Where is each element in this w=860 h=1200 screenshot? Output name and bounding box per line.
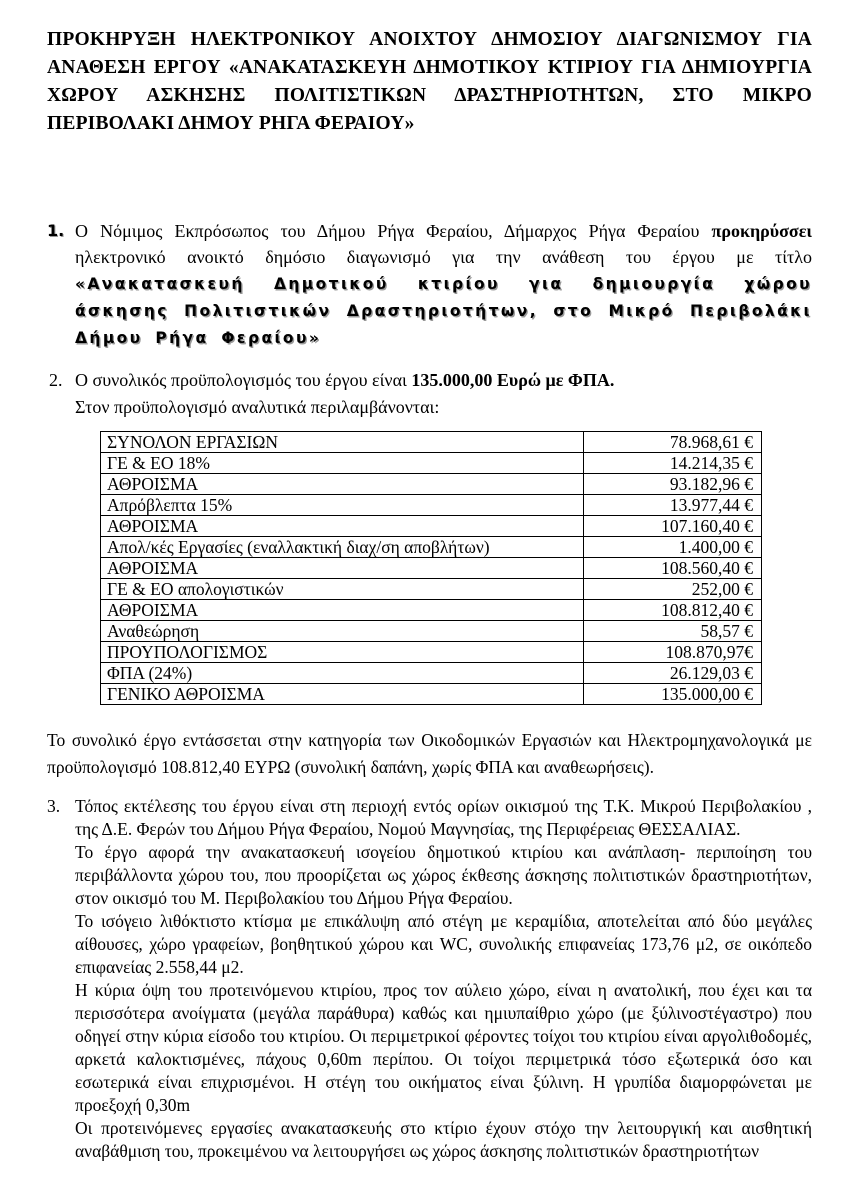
budget-row-amount: 78.968,61 € <box>584 432 762 453</box>
budget-row-label: ΓΕ & ΕΟ 18% <box>101 453 584 474</box>
item-2-text <box>75 367 812 421</box>
table-row <box>101 432 762 453</box>
item-2-line1-lead: Ο συνολικός προϋπολογισμός του έργου είναι <box>75 370 412 390</box>
numbered-item-3 <box>47 795 812 1163</box>
budget-row-label: Απολ/κές Εργασίες (εναλλακτική διαχ/ση αποβλήτων) <box>101 537 584 558</box>
budget-table-body <box>101 432 762 705</box>
table-row <box>101 558 762 579</box>
table-row <box>101 600 762 621</box>
item-1-text <box>75 218 812 351</box>
budget-table <box>100 431 762 705</box>
budget-row-amount: 1.400,00 € <box>584 537 762 558</box>
after-table-paragraph: Το συνολικό έργο εντάσσεται στην κατηγορία των Οικοδομικών Εργασιών και Ηλεκτρομηχανολογικά με προϋπολογισμό 108.812,40 ΕΥΡΩ (συνολική δαπάνη, χωρίς ΦΠΑ και αναθεωρήσεις). <box>47 730 812 777</box>
numbered-item-1 <box>47 218 812 351</box>
item-3-paragraph-4: Η κύρια όψη του προτεινόμενου κτιρίου, προς τον αύλειο χώρο, είναι η ανατολική, που έχει και τα περισσότερα ανοίγματα (μεγάλα παράθυρα) καθώς και ημιυπαίθριο χώρο (με ξύλινοστέγαστρο) που οδηγεί στην κύρια είσοδο του κτιρίου. Οι περιμετρικοί φέροντες τοίχοι του κτιρίου είναι αργολιθοδομές, αρκετά καλοκτισμένες, πάχους 0,60m περίπου. Οι τοίχοι περιμετρικά τόσο εξωτερικά όσο και εσωτερικά είναι επιχρισμένοι. Η στέγη του οικήματος είναι ξύλινη. Η γρυπίδα διαμορφώνεται με προεξοχή 0,30m <box>75 980 812 1115</box>
project-title-quote: «Ανακατασκευή Δημοτικού κτιρίου για δημιουργία χώρου άσκησης Πολιτιστικών Δραστηριοτήτων, στο Μικρό Περιβολάκι Δήμου Ρήγα Φεραίου» <box>75 275 812 347</box>
table-row <box>101 474 762 495</box>
table-row <box>101 579 762 600</box>
budget-row-amount: 58,57 € <box>584 621 762 642</box>
table-row <box>101 642 762 663</box>
budget-row-label: ΑΘΡΟΙΣΜΑ <box>101 474 584 495</box>
table-row <box>101 621 762 642</box>
budget-row-label: ΦΠΑ (24%) <box>101 663 584 684</box>
table-row <box>101 495 762 516</box>
budget-row-label: ΑΘΡΟΙΣΜΑ <box>101 516 584 537</box>
table-row <box>101 537 762 558</box>
document-title: ΠΡΟΚΗΡΥΞΗ ΗΛΕΚΤΡΟΝΙΚΟΥ ΑΝΟΙΧΤΟΥ ΔΗΜΟΣΙΟΥ ΔΙΑΓΩΝΙΣΜΟΥ ΓΙΑ ΑΝΑΘΕΣΗ ΕΡΓΟΥ «ΑΝΑΚΑΤΑΣΚΕΥΗ ΔΗΜΟΤΙΚΟΥ ΚΤΙΡΙΟΥ ΓΙΑ ΔΗΜΙΟΥΡΓΙΑ ΧΩΡΟΥ ΑΣΚΗΣΗΣ ΠΟΛΙΤΙΣΤΙΚΩΝ ΔΡΑΣΤΗΡΙΟΤΗΤΩΝ, ΣΤΟ ΜΙΚΡΟ ΠΕΡΙΒΟΛΑΚΙ ΔΗΜΟΥ ΡΗΓΑ ΦΕΡΑΙΟΥ» <box>47 29 812 134</box>
budget-row-label: ΣΥΝΟΛΟΝ ΕΡΓΑΣΙΩΝ <box>101 432 584 453</box>
item-2-number: 2. <box>49 370 63 390</box>
budget-row-amount: 108.870,97€ <box>584 642 762 663</box>
budget-row-amount: 108.812,40 € <box>584 600 762 621</box>
item-2-line-1 <box>75 367 812 394</box>
budget-row-amount: 14.214,35 € <box>584 453 762 474</box>
budget-row-label: ΓΕ & ΕΟ απολογιστικών <box>101 579 584 600</box>
budget-row-amount: 26.129,03 € <box>584 663 762 684</box>
item-2-line1-bold: 135.000,00 Ευρώ με ΦΠΑ. <box>411 370 615 390</box>
table-row <box>101 516 762 537</box>
budget-row-label: ΑΘΡΟΙΣΜΑ <box>101 600 584 621</box>
budget-row-amount: 252,00 € <box>584 579 762 600</box>
item-1-bold-verb: προκηρύσσει <box>711 221 812 241</box>
item-3-number: 3. <box>47 796 61 816</box>
budget-row-label: ΓΕΝΙΚΟ ΑΘΡΟΙΣΜΑ <box>101 684 584 705</box>
item-3-paragraph-5: Οι προτεινόμενες εργασίες ανακατασκευής στο κτίριο έχουν στόχο την λειτουργική και αισθητική αναβάθμιση του, προκειμένου να λειτουργήσει ως χώρος άσκησης πολιτιστικών δραστηριοτήτων <box>75 1118 812 1161</box>
table-row <box>101 453 762 474</box>
item-3-paragraph-2: Το έργο αφορά την ανακατασκευή ισογείου δημοτικού κτιρίου και ανάπλαση- περιποίηση του περιβάλλοντα χώρου του, που προορίζεται ως χώρος έκθεσης άσκησης πολιτιστικών δραστηριοτήτων, στον οικισμό του Μ. Περιβολακίου του Δήμου Ρήγα Φεραίου. <box>75 842 812 908</box>
budget-row-amount: 107.160,40 € <box>584 516 762 537</box>
budget-row-label: Απρόβλεπτα 15% <box>101 495 584 516</box>
numbered-item-2 <box>47 367 812 421</box>
budget-row-amount: 108.560,40 € <box>584 558 762 579</box>
budget-row-amount: 13.977,44 € <box>584 495 762 516</box>
budget-row-amount: 135.000,00 € <box>584 684 762 705</box>
item-3-paragraph-1: Τόπος εκτέλεσης του έργου είναι στη περιοχή εντός ορίων οικισμού της Τ.Κ. Μικρού Περιβολακίου , της Δ.Ε. Φερών του Δήμου Ρήγα Φεραίου, Νομού Μαγνησίας, της Περιφέρειας ΘΕΣΣΑΛΙΑΣ. <box>75 796 812 839</box>
table-row <box>101 663 762 684</box>
budget-row-amount: 93.182,96 € <box>584 474 762 495</box>
item-1-lead: Ο Νόμιμος Εκπρόσωπος του Δήμου Ρήγα Φεραίου, Δήμαρχος Ρήγα Φεραίου <box>75 221 712 241</box>
item-1-number: 1. <box>47 221 65 240</box>
item-3-paragraph-3: Το ισόγειο λιθόκτιστο κτίσμα με επικάλυψη από στέγη με κεραμίδια, αποτελείται από δύο μεγάλες αίθουσες, χώρο γραφείων, βοηθητικού χώρου και WC, συνολικής επιφανείας 173,76 μ2, σε οικόπεδο επιφανείας 2.558,44 μ2. <box>75 911 812 977</box>
item-3-text <box>75 795 812 1163</box>
table-row <box>101 684 762 705</box>
budget-row-label: ΠΡΟΥΠΟΛΟΓΙΣΜΟΣ <box>101 642 584 663</box>
item-1-continuation: ηλεκτρονικό ανοικτό δημόσιο διαγωνισμό για την ανάθεση του έργου με τίτλο <box>75 247 812 267</box>
budget-row-label: Αναθεώρηση <box>101 621 584 642</box>
budget-row-label: ΑΘΡΟΙΣΜΑ <box>101 558 584 579</box>
item-2-line-2: Στον προϋπολογισμό αναλυτικά περιλαμβάνονται: <box>75 397 440 417</box>
